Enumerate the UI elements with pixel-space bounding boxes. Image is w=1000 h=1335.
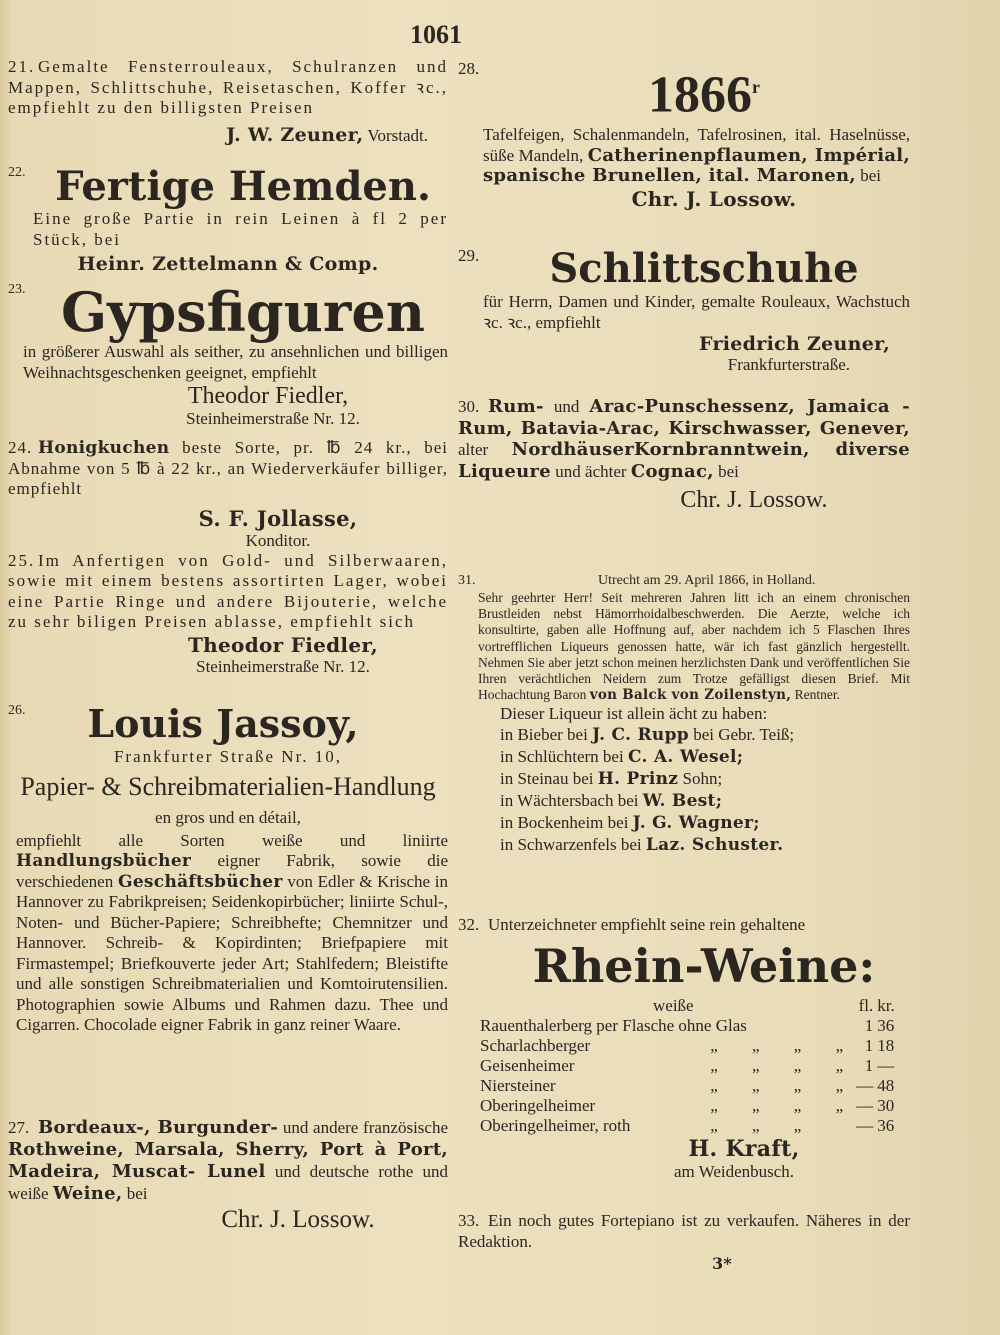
letter-signer: von Balck von Zoilenstyn, <box>589 687 792 704</box>
ad-text: eigner Fabrik, sowie die verschiedenen <box>16 851 448 891</box>
table-row: Geisenheimer „ „ „ „ 1 — <box>480 1055 895 1075</box>
ad-number: 26. <box>8 702 26 718</box>
ad-text: Im Anfertigen von Gold- und Silberwaaren, sowie mit einem bestens assortirten Lager, wobei eine Partie Ringe und andere Bijouterie, welche zu sehr biligen Preisen ablasse, empfiehlt sich <box>8 550 448 631</box>
signature-mark: 3* <box>712 1254 733 1273</box>
ad-25 <box>8 551 448 703</box>
ad-text: und andere französische <box>282 1117 448 1137</box>
page-number: 1061 <box>410 20 462 49</box>
ad-number: 23. <box>8 282 26 297</box>
ad-text: in größerer Auswahl als seither, zu ansehnlichen und billigen Weihnachtsgeschenken geeignet, empfiehlt <box>23 342 448 382</box>
ad-text: Ein noch gutes Fortepiano ist zu verkaufen. Näheres in der Redaktion. <box>458 1211 910 1251</box>
merchant-title: Konditor. <box>245 530 311 550</box>
product-name: Rothweine, Marsala, Sherry, Port à Port, Madeira, Muscat- Lunel <box>8 1138 448 1182</box>
ad-text: empfiehlt alle Sorten weiße und liniirte <box>16 830 448 850</box>
table-header <box>478 996 898 1016</box>
ad-32 <box>458 915 910 1211</box>
ad-number: 25. <box>8 550 36 570</box>
ad-text: bei <box>126 1183 148 1203</box>
seller-item: in Bockenheim bei J. G. Wagner; <box>500 813 760 834</box>
ad-33 <box>458 1211 910 1252</box>
ad-text: und ächter <box>555 461 627 481</box>
ad-text: Tafelfeigen, Schalenmandeln, Tafelrosinen, ital. Haselnüsse, süße Mandeln, <box>483 125 910 165</box>
ad-number: 28. <box>458 59 480 78</box>
table-row: Niersteiner „ „ „ „ — 48 <box>480 1075 895 1095</box>
ad-text: für Herrn, Damen und Kinder, gemalte Rouleaux, Wachstuch ꝛc. ꝛc., empfiehlt <box>483 292 910 332</box>
signer-title: Rentner. <box>794 687 840 703</box>
table-row: Oberingelheimer, roth „ „ „ — 36 <box>480 1115 895 1135</box>
merchant-name: S. F. Jollasse, <box>198 505 358 531</box>
merchant-name: Chr. J. Lossow. <box>221 1205 375 1233</box>
ad-text: beste Sorte, pr. ℔ 24 kr., bei Abnahme von 5 ℔ à 22 kr., an Wiederverkäufer billiger, empfiehlt <box>8 438 449 498</box>
merchant-address: Steinheimerstraße Nr. 12. <box>196 656 370 676</box>
ad-text: Unterzeichneter empfiehlt seine rein gehaltene <box>488 915 806 934</box>
ad-29 <box>458 246 910 396</box>
headline-superscript: r <box>752 77 760 97</box>
product-name: Rum- <box>488 396 544 417</box>
ad-31 <box>458 572 910 915</box>
ad-text: bei <box>718 461 739 481</box>
ad-number: 24. <box>8 438 33 457</box>
ad-headline: Schlittschuhe <box>549 245 859 292</box>
ad-number: 32. <box>458 915 480 934</box>
ad-headline: 1866 <box>648 66 752 124</box>
ad-26 <box>8 700 449 1117</box>
product-name: NordhäuserKornbranntwein, diverse Liqueure <box>458 439 910 482</box>
merchant-address: Steinheimerstraße Nr. 12. <box>186 409 360 428</box>
merchant-name: Friedrich Zeuner, <box>699 333 890 355</box>
seller-item: in Wächtersbach bei W. Best; <box>500 791 723 812</box>
ad-27 <box>8 1117 448 1235</box>
ad-text: und <box>553 397 580 416</box>
merchant-place: Vorstadt. <box>367 125 428 145</box>
product-name: Handlungsbücher <box>16 851 192 871</box>
ad-number: 33. <box>458 1211 480 1230</box>
product-name: Bordeaux-, Burgunder- <box>38 1116 279 1138</box>
table-row: Scharlachberger „ „ „ „ 1 18 <box>480 1035 895 1055</box>
table-row: Rauenthalerberg per Flasche ohne Glas 1 36 <box>480 1015 895 1035</box>
ad-number: 31. <box>458 573 476 588</box>
ad-number: 29. <box>458 246 480 265</box>
seller-item: in Schlüchtern bei C. A. Wesel; <box>500 747 744 768</box>
ad-23 <box>8 282 448 438</box>
merchant-name: Theodor Fiedler, <box>188 632 378 657</box>
testimonial-letter: Sehr geehrter Herr! Seit mehreren Jahren litt ich an einem chronischen Brustleiden nebst Hämorrhoidalbeschwerden. Die Aerzte, welche ich konsultirte, gaben alle Hoffnung auf, aber nachdem ich 5 Flaschen Ihres vortrefflichen Liqueurs genossen hatte, wär ich fast gänzlich hergestellt. Nehmen Sie aber jetzt schon meinen herzlichsten Dank und veröffentlichen Sie Ihren verächtlichen Neidern zum Trotze gefälligst diesen Brief. Mit Hochachtung Baron <box>478 590 910 703</box>
merchant-name: H. Kraft, <box>688 1135 800 1162</box>
ad-headline: Fertige Hemden. <box>55 163 431 210</box>
merchant-address: Frankfurter Straße Nr. 10, <box>113 746 343 766</box>
ad-text: und deutsche rothe und weiße <box>8 1161 448 1203</box>
ad-text: alter <box>458 440 489 459</box>
ad-text: bei <box>860 166 881 186</box>
right-column <box>458 57 910 1273</box>
wine-price-table <box>478 996 898 1136</box>
ad-text: Eine große Partie in rein Leinen à fl 2 per Stück, bei <box>33 209 448 249</box>
ad-headline: Gypsfiguren <box>61 280 425 344</box>
ad-number: 22. <box>8 165 26 180</box>
business-subtitle: en gros und en détail, <box>155 807 301 827</box>
ad-headline: Rhein-Weine: <box>532 938 876 993</box>
seller-intro: Dieser Liqueur ist allein ächt zu haben: <box>500 704 768 724</box>
ad-28 <box>458 57 910 246</box>
ad-22 <box>8 165 448 282</box>
ad-text: von Edler & Krische in Hannover zu Fabrikpreisen; Seidenkopirbücher; liniirte Schul-, Noten- und Bücher-Papiere; Schreibhefte; Chemnitzer und Hannover. Schreib- & Kopirdinten; Briefpapiere mit Firmastempel; Briefkouverte jeder Art; Stahlfedern; Bleistifte und alle sonstigen Schreibmaterialien und Komtoirutensilien. Photographien sowie Albums und Rahmen dazu. Thee und Cigarren. Chocolade eigner Fabrik in ganz reiner Waare. <box>16 871 449 1034</box>
ad-21 <box>8 57 448 165</box>
column-header: kr. <box>877 995 895 1015</box>
merchant-address: am Weidenbusch. <box>673 1161 795 1181</box>
ad-number: 21. <box>8 57 36 76</box>
seller-list <box>458 703 910 856</box>
ad-number: 27. <box>8 1117 30 1137</box>
table-row: Oberingelheimer „ „ „ „ — 30 <box>480 1095 895 1115</box>
ad-number: 30. <box>458 397 480 416</box>
seller-item: in Bieber bei J. C. Rupp bei Gebr. Teiß; <box>500 725 795 746</box>
dateline: Utrecht am 29. April 1866, in Holland. <box>598 573 816 588</box>
column-header: fl. <box>858 995 874 1015</box>
product-name: Geschäftsbücher <box>118 871 283 892</box>
merchant-address: Frankfurterstraße. <box>727 355 850 374</box>
product-name: Cognac, <box>630 460 714 482</box>
merchant-name: Theodor Fiedler, <box>187 383 349 409</box>
ad-text: Gemalte Fensterrouleaux, Schulranzen und Mappen, Schlittschuhe, Reisetaschen, Koffer ꝛc., empfiehlt zu den billigsten Preisen <box>8 57 448 117</box>
product-name: Honigkuchen <box>38 438 170 458</box>
left-column <box>8 57 448 1235</box>
merchant-name: Chr. J. Lossow. <box>631 186 797 211</box>
column-header: weiße <box>653 995 694 1015</box>
product-name: Arac-Punschessenz, Jamaica - Rum, Batavia-Arac, Kirschwasser, Genever, <box>458 396 911 439</box>
seller-item: in Steinau bei H. Prinz Sohn; <box>500 769 723 790</box>
business-type: Papier- & Schreibmaterialien-Handlung <box>20 771 436 801</box>
merchant-name: Heinr. Zettelmann & Comp. <box>77 253 379 275</box>
ad-headline: Louis Jassoy, <box>87 700 359 746</box>
merchant-name: Chr. J. Lossow. <box>680 487 828 513</box>
product-name: Catherinenpflaumen, Impérial, spanische Brunellen, ital. Maronen, <box>483 144 911 187</box>
ad-30 <box>458 396 910 572</box>
seller-item: in Schwarzenfels bei Laz. Schuster. <box>500 835 784 856</box>
merchant-name: J. W. Zeuner, <box>226 123 364 146</box>
ad-24 <box>8 438 448 551</box>
product-name: Weine, <box>52 1182 123 1204</box>
